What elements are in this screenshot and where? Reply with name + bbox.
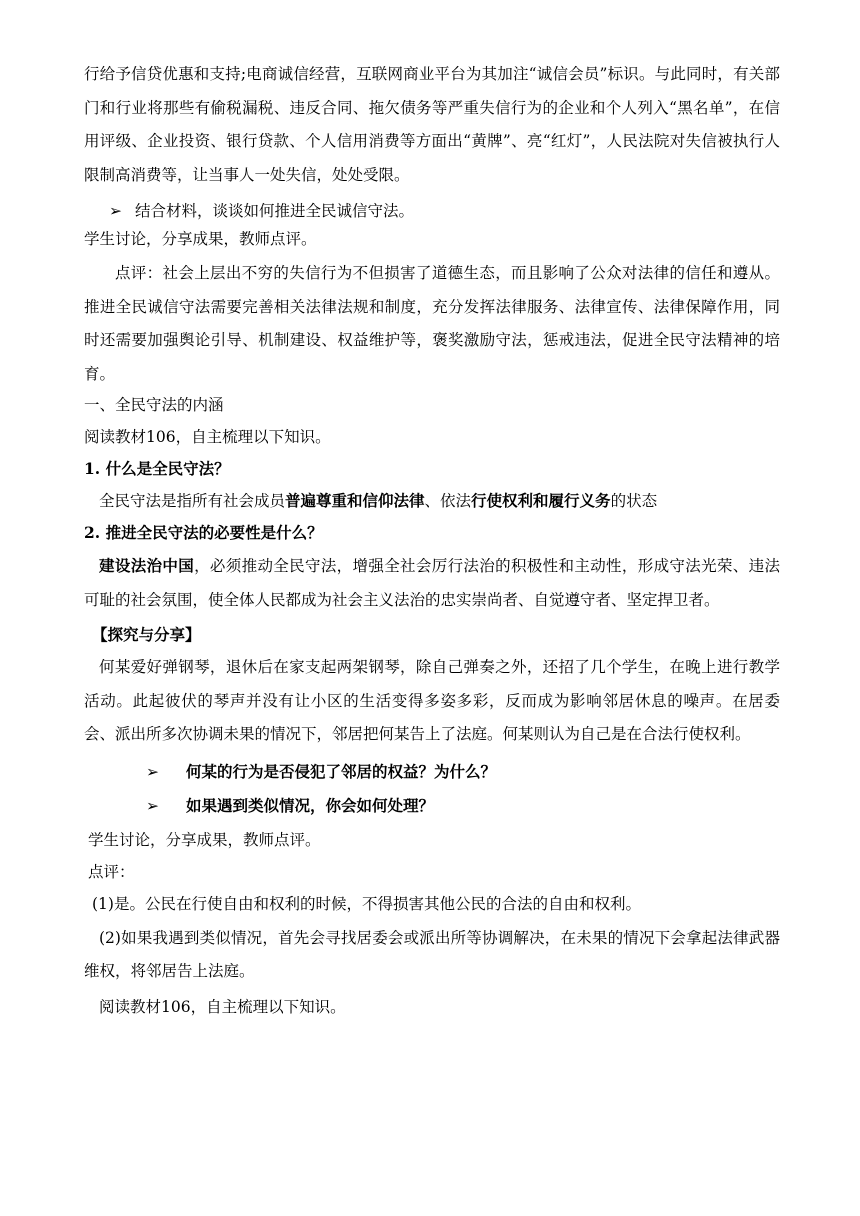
comment-label: 点评： — [88, 862, 135, 881]
arrow-bullet-icon: ➢ — [109, 202, 122, 220]
answer-part: 、依法 — [424, 492, 472, 510]
answer-key-term: 行使权利和履行义务 — [471, 491, 611, 510]
comment-paragraph: 点评：社会上层出不穷的失信行为不但损害了道德生态，而且影响了公众对法律的信任和遵从。推进全民诚信守法需要完善相关法律法规和制度，充分发挥法律服务、法律宣传、法律保障作用，同时还需要加强舆论引导、机制建设、权益维护等，褒奖激励守法，惩戒违法，促进全民守法精神的培育。 — [84, 264, 780, 383]
explore-question-2 — [84, 792, 780, 820]
explore-case-paragraph: 何某爱好弹钢琴，退休后在家支起两架钢琴，除自己弹奏之外，还招了几个学生，在晚上进行教学活动。此起彼伏的琴声并没有让小区的生活变得多姿多彩，反而成为影响邻居休息的噪声。在居委会、派出所多次协调未果的情况下，邻居把何某告上了法庭。何某则认为自己是在合法行使权利。 — [84, 658, 780, 743]
discussion-line: 学生讨论，分享成果，教师点评。 — [88, 830, 321, 849]
document-page — [84, 58, 780, 1021]
answer-part: 全民守法是指所有社会成员 — [99, 492, 286, 510]
section-heading: 一、全民守法的内涵 — [84, 396, 224, 414]
question-text: 结合材料，谈谈如何推进全民诚信守法。 — [135, 202, 415, 220]
question-text: 如果遇到类似情况，你会如何处理？ — [186, 795, 435, 815]
question-text: 何某的行为是否侵犯了邻居的权益？为什么？ — [186, 761, 497, 781]
answer-rest: ，必须推动全民守法，增强全社会厉行法治的积极性和主动性，形成守法光荣、违法可耻的社会氛围，使全体人民都成为社会主义法治的忠实崇尚者、自觉遵守者、坚定捍卫者。 — [84, 557, 780, 609]
answer-necessity — [84, 549, 780, 617]
answer-key-term: 普遍尊重和信仰法律 — [285, 491, 425, 510]
explore-question-1 — [84, 758, 780, 786]
question-heading-1 — [84, 455, 780, 483]
answer-item-2: (2)如果我遇到类似情况，首先会寻找居委会或派出所等协调解决，在未果的情况下会拿起法律武器维权，将邻居告上法庭。 — [84, 928, 780, 980]
question-bullet-1 — [84, 197, 780, 225]
question-title: 推进全民守法的必要性是什么？ — [105, 523, 323, 542]
answer-definition — [84, 487, 780, 515]
answer-part: 的状态 — [610, 492, 658, 510]
explore-heading: 【探究与分享】 — [92, 625, 201, 644]
arrow-bullet-icon: ➢ — [146, 762, 159, 781]
paragraph-credit-policy: 行给予信贷优惠和支持;电商诚信经营，互联网商业平台为其加注“诚信会员”标识。与此同时，有关部门和行业将那些有偷税漏税、违反合同、拖欠债务等严重失信行为的企业和个人列入“黑名单”，在信用评级、企业投资、银行贷款、个人信用消费等方面出“黄牌”、亮“红灯”，人民法院对失信被执行人限制高消费等，让当事人一处失信，处处受限。 — [84, 65, 780, 184]
arrow-bullet-icon: ➢ — [146, 796, 159, 815]
reading-instruction: 阅读教材106，自主梳理以下知识。 — [99, 997, 346, 1016]
question-heading-2 — [84, 519, 780, 547]
question-number: 1. — [84, 459, 101, 478]
discussion-line: 学生讨论，分享成果，教师点评。 — [84, 230, 317, 248]
answer-key-term: 建设法治中国 — [99, 556, 195, 575]
question-title: 什么是全民守法？ — [105, 459, 230, 478]
reading-instruction: 阅读教材106，自主梳理以下知识。 — [84, 428, 331, 446]
question-number: 2. — [84, 523, 101, 542]
answer-item-1: (1)是。公民在行使自由和权利的时候，不得损害其他公民的合法的自由和权利。 — [92, 894, 641, 913]
